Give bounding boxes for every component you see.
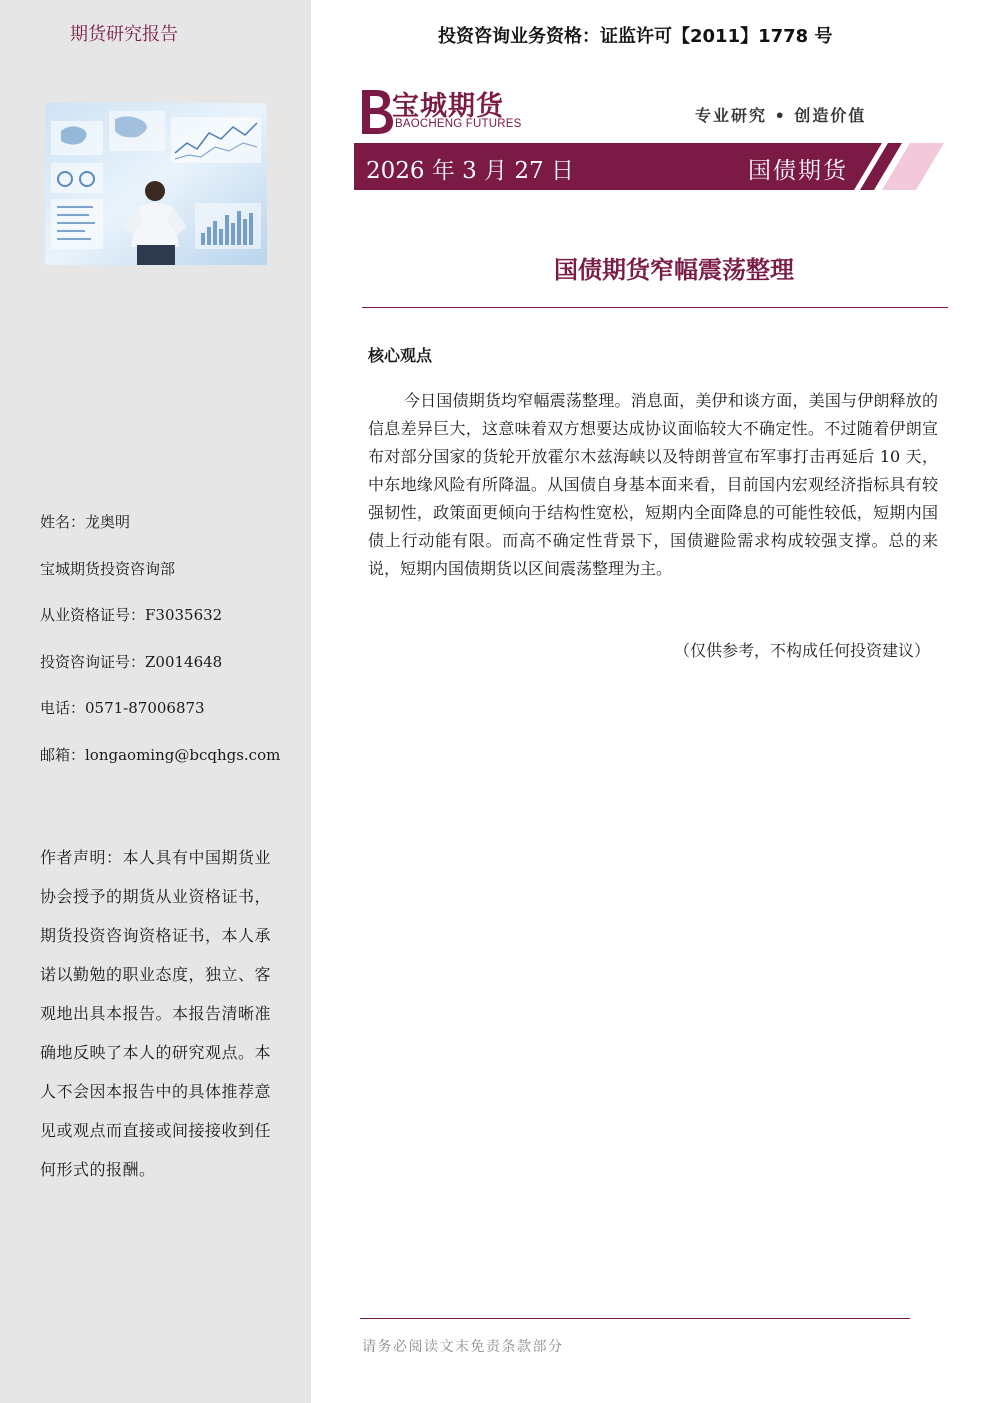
report-type-label: 期货研究报告: [70, 24, 178, 45]
author-qualification-number: 从业资格证号：F3035632: [40, 606, 223, 624]
author-name: 姓名：龙奥明: [40, 513, 131, 531]
slogan: 专业研究 • 创造价值: [695, 106, 867, 125]
author-consulting-number: 投资咨询证号：Z0014648: [40, 652, 223, 671]
footer-divider: [360, 1318, 910, 1319]
report-date: 2026 年 3 月 27 日: [366, 158, 574, 184]
sidebar: [0, 0, 311, 1403]
report-category: 国债期货: [748, 158, 848, 184]
author-declaration: 作者声明：本人具有中国期货业协会授予的期货从业资格证书，期货投资咨询资格证书，本人承诺以勤勉的职业态度，独立、客观地出具本报告。本报告清晰准确地反映了本人的研究观点。本人不会因本报告中的具体推荐意见或观点而直接或间接接收到任何形式的报酬。: [40, 848, 272, 1179]
disclaimer-note: （仅供参考，不构成任何投资建议）: [673, 641, 930, 660]
license-statement: 投资咨询业务资格：证监许可【2011】1778 号: [438, 26, 833, 47]
hero-image: [45, 103, 267, 265]
author-phone: 电话：0571-87006873: [40, 699, 205, 717]
core-viewpoint-paragraph: 今日国债期货均窄幅震荡整理。消息面，美伊和谈方面，美国与伊朗释放的信息差异巨大，这意味着双方想要达成协议面临较大不确定性。不过随着伊朗宣布对部分国家的货轮开放霍尔木兹海峡以及特朗普宣布军事打击再延后 10 天，中东地缘风险有所降温。从国债自身基本面来看，目前国内宏观经济指标具有较强韧性，政策面更倾向于结构性宽松，短期内全面降息的可能性较低，短期内国债上行动能有限。而高不确定性背景下，国债避险需求构成较强支撑。总的来说，短期内国债期货以区间震荡整理为主。: [368, 391, 938, 578]
footer-notice: 请务必阅读文末免责条款部分: [362, 1339, 564, 1355]
report-title: 国债期货窄幅震荡整理: [554, 256, 794, 284]
logo-chinese-name: 宝城期货: [392, 91, 504, 122]
author-email: 邮箱：longaoming@bcqhgs.com: [40, 745, 281, 764]
logo-english-name: BAOCHENG FUTURES: [395, 118, 522, 130]
section-heading: 核心观点: [368, 346, 433, 365]
businessman-dashboard-illustration: [45, 103, 267, 265]
title-divider: [362, 307, 948, 308]
author-info: [40, 510, 280, 789]
author-department: 宝城期货投资咨询部: [40, 559, 176, 578]
